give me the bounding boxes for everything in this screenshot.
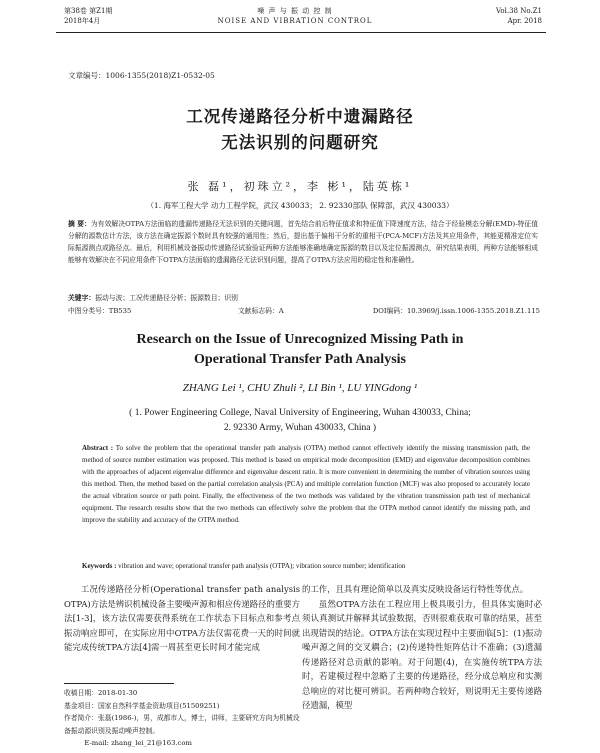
chinese-authors: 张 磊¹，初珠立²，李 彬¹，陆英栋¹ [187, 180, 413, 193]
doi: DOI编码：10.3969/j.issn.1006-1355.2018.Z1.115 [372, 307, 540, 315]
body-paragraph: 虽然OTPA方法在工程应用上极具吸引力，但具体实施时必须认真测试并解释其试验数据，否则很难获取可靠的结果，甚至出现错误的结论。OTPA方法在实现过程中主要面临[5]：(1)振动噪声源之间的交叉耦合；(2)传递特性矩阵估计不准确；(3)遗漏传递路径对总贡献的影响。对于问题(4)，在实施传统TPA方法时，若建模过程中忽略了主要的传递路径，经分成总响应和实测总响应的对比便可辨识。若两种吻合较好，则说明无主要传递路径遗漏，模型 [302, 598, 542, 710]
chinese-abstract-label: 摘 要： [68, 220, 91, 228]
header-date: 2018年4月 [64, 17, 101, 25]
chinese-keywords-label: 关键字： [68, 294, 96, 302]
english-title-line-2: Operational Transfer Path Analysis [194, 352, 406, 367]
header-volume: 第38卷 第Z1期 [64, 7, 113, 15]
english-keywords [82, 562, 530, 570]
english-keywords-text: vibration and wave; operational transfer path analysis (OTPA); vibration source number; identification [118, 562, 406, 570]
body-paragraph: 工况传递路径分析(Operational transfer path analysis OTPA)方法是辨识机械设备主要噪声源和相应传递路径的重要方法[1-3]，该方法仅需要获得系统在工作状态下目标点和参考点振动响应即可，在实际应用中OTPA方法仅需花费一天的时间就能完成传统TPA方法[4]需一周甚至更长时间才能完成 [64, 584, 301, 652]
footnote-email: E-mail: zhang_lei_21@163.com [84, 739, 192, 747]
english-affiliation-line-2: 2. 92330 Army, Wuhan 430033, China ) [223, 423, 377, 433]
footnote-author: 作者简介：张磊(1986-)，男，成都市人，博士，讲师，主要研究方向为机械设备振动源识别及振动噪声控制。 [64, 714, 300, 735]
header-rule [56, 32, 546, 33]
chinese-title [0, 104, 600, 156]
english-abstract-text: To solve the problem that the operational transfer path analysis (OTPA) method cannot effectively identify the missing transmission path, the method of source number estimation was proposed. This method is based on empirical mode decomposition (EMD) and eigenvalue decomposition combines with the approaches of adjacent eigenvalue difference and eigenvalue descent ratio. It is more convenient in determining the number of vibration sources using this method. Then, the method based on the partial correlation analysis (PCA) and multiple correlation function (MCF) was also proposed to accurately locate the actual vibration source or path point. Finally, the effectiveness of the two methods was validated by the vibration transmission path test of mechanical equipment. The research results show that the two methods can effectively solve the problem that the OTPA method cannot identify the missing path, and improve the stability and accuracy of the OTPA method. [82, 444, 531, 524]
chinese-keywords [68, 292, 238, 302]
footnote-funding: 基金项目：国家自然科学基金资助项目(51509251) [64, 701, 220, 710]
footnotes [64, 687, 304, 750]
header-center [200, 6, 390, 26]
chinese-abstract [68, 218, 538, 266]
body-column-left [64, 582, 300, 655]
english-abstract [82, 442, 530, 526]
header-date-en: Apr. 2018 [507, 17, 542, 25]
header-right [496, 6, 542, 26]
chinese-affiliation: （1. 海军工程大学 动力工程学院，武汉 430033； 2. 92330部队 保障部，武汉 430033） [146, 201, 454, 210]
header-volume-en: Vol.38 No.Z1 [496, 7, 542, 15]
body-paragraph: 的工作，且具有理论简单以及真实反映设备运行特性等优点。 [302, 584, 529, 594]
header-journal-en: NOISE AND VIBRATION CONTROL [217, 17, 373, 25]
chinese-title-line-1: 工况传递路径分析中遗漏路径 [186, 107, 414, 126]
header-journal-cn: 噪 声 与 振 动 控 制 [257, 7, 333, 15]
body-column-right [302, 582, 542, 713]
english-keywords-label: Keywords : [82, 562, 117, 570]
english-title [0, 330, 600, 370]
english-abstract-label: Abstract : [82, 444, 114, 452]
footnote-received: 收稿日期：2018-01-30 [64, 689, 138, 697]
chinese-keywords-text: 振动与波；工况传递路径分析；振源数目；识别 [95, 294, 238, 302]
article-number: 文章编号：1006-1355(2018)Z1-0532-05 [68, 71, 215, 80]
english-affiliation [60, 406, 540, 436]
footnote-rule [64, 683, 174, 684]
english-authors: ZHANG Lei ¹, CHU Zhuli ², LI Bin ¹, LU YINGdong ¹ [182, 382, 418, 394]
clc-number: 中图分类号：TB535 [68, 307, 132, 315]
running-header [0, 6, 600, 34]
english-affiliation-line-1: ( 1. Power Engineering College, Naval University of Engineering, Wuhan 430033, China; [129, 408, 471, 418]
document-code: 文献标志码：A [238, 307, 284, 315]
chinese-title-line-2: 无法识别的问题研究 [221, 133, 379, 152]
header-left [64, 6, 112, 26]
chinese-abstract-text: 为有效解决OTPA方法面临的遗漏传递路径无法识别的关键问题，首先结合前后特征值求和特征值下降速度方法，结合于经验模态分解(EMD)-特征值分解的源数估计方法，该方法在确定振源个数时具有较强的通用性；然后，提出基于偏相干分析的重相干(PCA-MCF)方法及其应用条件，其能更精准定位实际振源测点或路径点。最后，利用机械设备振动传递路径试验验证两种方法能够准确地确定振源的数目以及定位振源测点，研究结果表明，两种方法能够相成能够有效解决在不同应用条件下OTPA方法面临的遗漏路径无法识别问题，提高了OTPA方法应用的稳定性和准确性。 [68, 220, 538, 264]
english-title-line-1: Research on the Issue of Unrecognized Missing Path in [136, 332, 464, 347]
